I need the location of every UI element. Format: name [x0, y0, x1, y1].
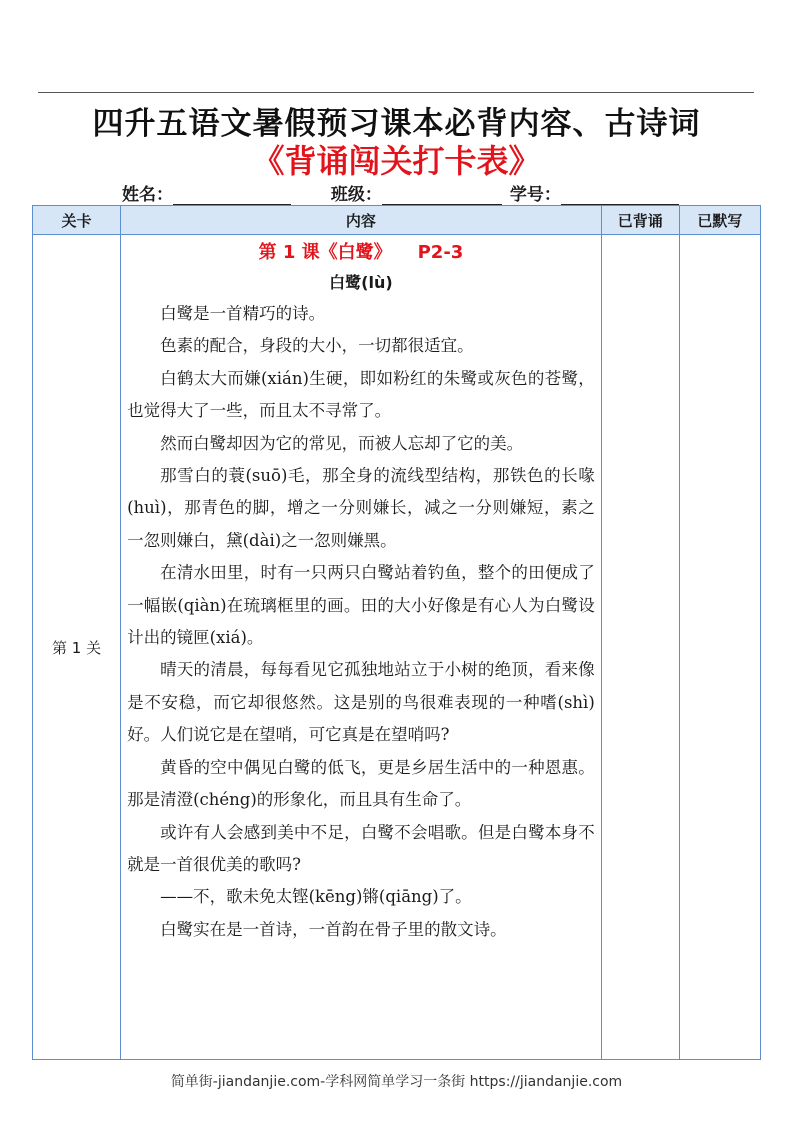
- paragraph: 色素的配合，身段的大小，一切都很适宜。: [160, 336, 474, 356]
- paragraph: 那雪白的蓑(suō)毛，那全身的流线型结构，那铁色的长喙(huì)，那青色的脚，增之一分则嫌长，减之一分则嫌短，素之一忽则嫌白，黛(dài)之一忽则嫌黑。: [127, 466, 595, 550]
- lesson-heading: [121, 238, 601, 268]
- column-header-dictated: 已默写: [679, 206, 760, 235]
- page-subtitle: 《背诵闯关打卡表》: [252, 142, 541, 180]
- name-blank: [173, 188, 291, 205]
- content-cell: [121, 235, 602, 1060]
- id-label: 学号：: [509, 185, 561, 205]
- student-info-row: [122, 180, 679, 205]
- paragraph: 晴天的清晨，每每看见它孤独地站立于小树的绝顶，看来像是不安稳，而它却很悠然。这是别的鸟很难表现的一种嗜(shì)好。人们说它是在望哨，可它真是在望哨吗?: [127, 660, 595, 745]
- paragraph: 或许有人会感到美中不足，白鹭不会唱歌。但是白鹭本身不就是一首很优美的歌吗?: [127, 822, 595, 874]
- lesson-title: 第 1 课《白鹭》: [258, 242, 392, 263]
- poem-body: [121, 298, 601, 946]
- table-header-row: [33, 206, 761, 235]
- dictated-checkbox-cell[interactable]: [679, 235, 760, 1060]
- table-row: [33, 235, 761, 1060]
- lesson-pages: P2-3: [417, 242, 464, 263]
- paragraph: 然而白鹭却因为它的常见，而被人忘却了它的美。: [160, 433, 524, 453]
- poem-title: 白鹭(lù): [329, 273, 393, 292]
- page-title: 四升五语文暑假预习课本必背内容、古诗词: [92, 106, 701, 142]
- column-header-level: 关卡: [33, 206, 121, 235]
- paragraph: 白鹭是一首精巧的诗。: [160, 304, 326, 323]
- paragraph: 在清水田里，时有一只两只白鹭站着钓鱼，整个的田便成了一幅嵌(qiàn)在琉璃框里的画。田的大小好像是有心人为白鹭设计出的镜匣(xiá)。: [127, 563, 595, 648]
- id-blank: [561, 188, 679, 205]
- class-label: 班级：: [330, 185, 382, 205]
- paragraph: 黄昏的空中偶见白鹭的低飞，更是乡居生活中的一种恩惠。那是清澄(chéng)的形象化，而且具有生命了。: [127, 757, 595, 810]
- column-header-recited: 已背诵: [601, 206, 679, 235]
- paragraph: 白鹭实在是一首诗，一首韵在骨子里的散文诗。: [160, 919, 507, 939]
- header-rule: [38, 92, 754, 93]
- recited-checkbox-cell[interactable]: [601, 235, 679, 1060]
- level-cell: 第 1 关: [33, 235, 121, 1060]
- name-label: 姓名：: [122, 185, 173, 205]
- checkin-table: [32, 205, 761, 1060]
- column-header-content: 内容: [121, 206, 602, 235]
- paragraph: ——不，歌未免太铿(kēng)锵(qiāng)了。: [160, 887, 472, 907]
- class-blank: [382, 188, 502, 205]
- paragraph: 白鹤太大而嫌(xián)生硬，即如粉红的朱鹭或灰色的苍鹭，也觉得大了一些，而且太不寻常了。: [127, 368, 595, 421]
- footer-source: 简单街-jiandanjie.com-学科网简单学习一条街 https://jiandanjie.com: [170, 1074, 623, 1090]
